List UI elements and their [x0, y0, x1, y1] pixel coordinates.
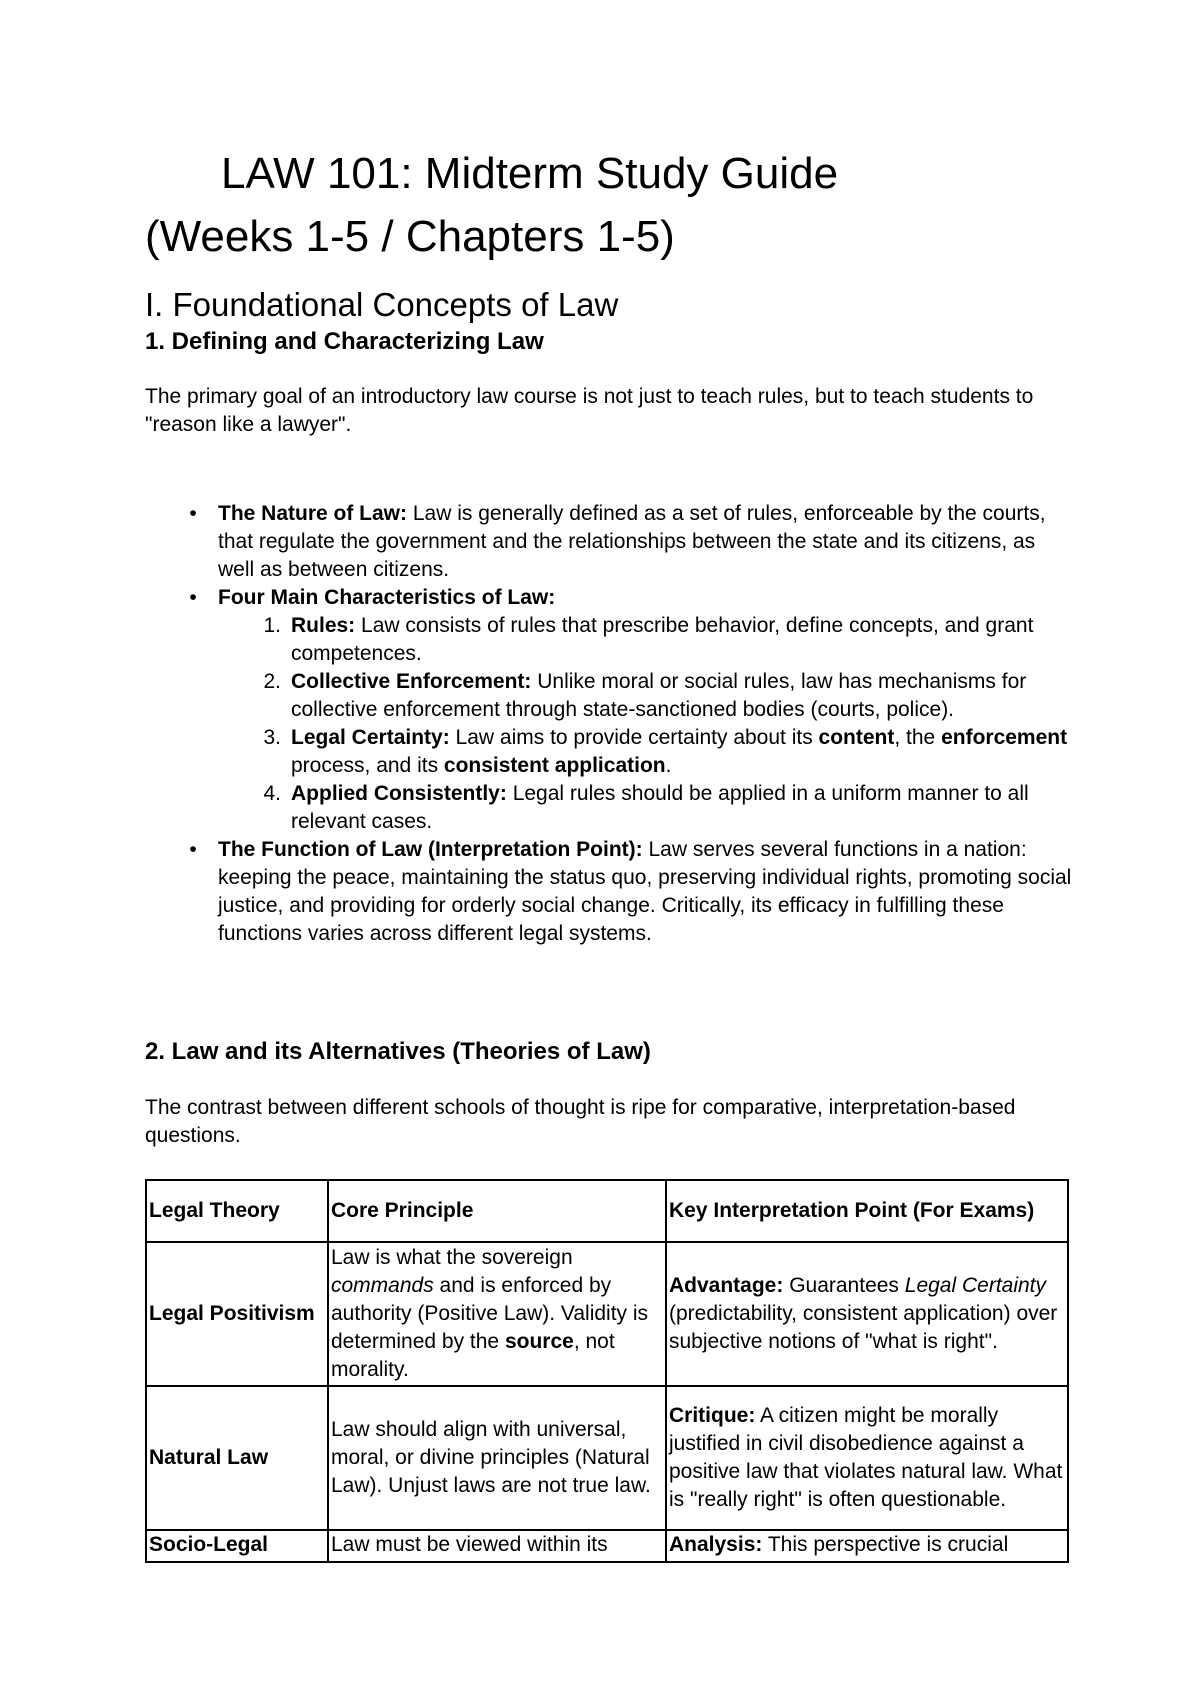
bullet-text: Law serves several functions in a nation: keeping the peace, maintaining the status quo, preserving individual rights, promoting social justice, and providing for orderly social change. Critically, its efficacy in fulfilling these functions varies across different legal systems.: [218, 838, 1072, 945]
bullet-label: Four Main Characteristics of Law:: [218, 586, 556, 609]
item-text: Legal rules should be applied in a uniform manner to all relevant cases.: [291, 782, 1029, 833]
table-row: [146, 1242, 1068, 1386]
item-number: 2.: [263, 670, 281, 693]
key-point-label: Analysis:: [669, 1533, 763, 1556]
item-label: Rules:: [291, 614, 356, 637]
item-text: Unlike moral or social rules, law has mechanisms for collective enforcement through state-sanctioned bodies (courts, police).: [291, 670, 1027, 721]
theory-cell: Socio-Legal: [146, 1530, 328, 1562]
key-point-cell: Advantage: Guarantees Legal Certainty (predictability, consistent application) over subjective notions of "what is right".: [666, 1242, 1068, 1386]
column-header-key-interpretation: Key Interpretation Point (For Exams): [666, 1180, 1068, 1242]
item-text: Law aims to provide certainty about its: [449, 726, 819, 749]
column-header-legal-theory: Legal Theory: [146, 1180, 328, 1242]
theories-intro-paragraph: The contrast between different schools of thought is ripe for comparative, interpretation-based questions.: [145, 1096, 1016, 1147]
emphasis-content: content: [818, 726, 895, 749]
core-principle-cell: Law must be viewed within its: [328, 1530, 666, 1562]
key-point-label: Advantage:: [669, 1274, 784, 1297]
subsection-heading-defining-law: 1. Defining and Characterizing Law: [145, 328, 544, 355]
theory-cell: Legal Positivism: [146, 1242, 328, 1386]
emphasis-source: source: [504, 1330, 574, 1353]
table-header-row: [146, 1180, 1068, 1242]
item-text: process, and its: [291, 754, 444, 777]
core-principle-cell: Law should align with universal, moral, or divine principles (Natural Law). Unjust laws are not true law.: [328, 1386, 666, 1530]
numbered-item: [218, 780, 1075, 836]
item-number: 3.: [263, 726, 281, 749]
legal-theories-table: [145, 1179, 1069, 1563]
title-line-1: LAW 101: Midterm Study Guide: [221, 149, 839, 198]
key-point-cell: Critique: A citizen might be morally justified in civil disobedience against a positive law that violates natural law. What is "really right" is often questionable.: [666, 1386, 1068, 1530]
key-point-label: Critique:: [669, 1404, 756, 1427]
bullet-marker: •: [189, 586, 197, 609]
document-title: [145, 142, 1145, 268]
intro-paragraph: The primary goal of an introductory law course is not just to teach rules, but to teach students to "reason like a lawyer".: [145, 385, 1034, 436]
emphasis-enforcement: enforcement: [941, 726, 1068, 749]
core-principle-cell: Law is what the sovereign commands and is enforced by authority (Positive Law). Validity is determined by the source, not morality.: [328, 1242, 666, 1386]
list-item: [145, 836, 1075, 948]
emphasis-legal-certainty: Legal Certainty: [904, 1274, 1047, 1297]
emphasis-consistent-application: consistent application: [443, 754, 666, 777]
emphasis-commands: commands: [331, 1274, 434, 1297]
concepts-bullet-list: [145, 500, 1075, 948]
title-line-2: (Weeks 1-5 / Chapters 1-5): [145, 212, 675, 261]
item-number: 4.: [263, 782, 281, 805]
theory-cell: Natural Law: [146, 1386, 328, 1530]
list-item: [145, 500, 1075, 584]
column-header-core-principle: Core Principle: [328, 1180, 666, 1242]
bullet-label: The Nature of Law:: [218, 502, 408, 525]
bullet-marker: •: [189, 838, 197, 861]
numbered-item: [218, 724, 1075, 780]
item-number: 1.: [263, 614, 281, 637]
key-point-cell: Analysis: This perspective is crucial: [666, 1530, 1068, 1562]
numbered-item: [218, 612, 1075, 668]
item-text: .: [665, 754, 672, 777]
subsection-heading-theories: 2. Law and its Alternatives (Theories of Law): [145, 1038, 651, 1065]
item-label: Applied Consistently:: [291, 782, 507, 805]
bullet-label: The Function of Law (Interpretation Point):: [218, 838, 643, 861]
bullet-text: Law is generally defined as a set of rules, enforceable by the courts, that regulate the government and the relationships between the state and its citizens, as well as between citizens.: [218, 502, 1046, 581]
item-text: , the: [894, 726, 942, 749]
table-row: [146, 1530, 1068, 1562]
section-heading: I. Foundational Concepts of Law: [145, 286, 619, 323]
numbered-item: [218, 668, 1075, 724]
item-text: Law consists of rules that prescribe behavior, define concepts, and grant competences.: [291, 614, 1034, 665]
list-item: [145, 584, 1075, 836]
item-label: Collective Enforcement:: [291, 670, 532, 693]
table-row: [146, 1386, 1068, 1530]
bullet-marker: •: [189, 502, 197, 525]
characteristics-numbered-list: [218, 612, 1075, 836]
item-label: Legal Certainty:: [291, 726, 450, 749]
